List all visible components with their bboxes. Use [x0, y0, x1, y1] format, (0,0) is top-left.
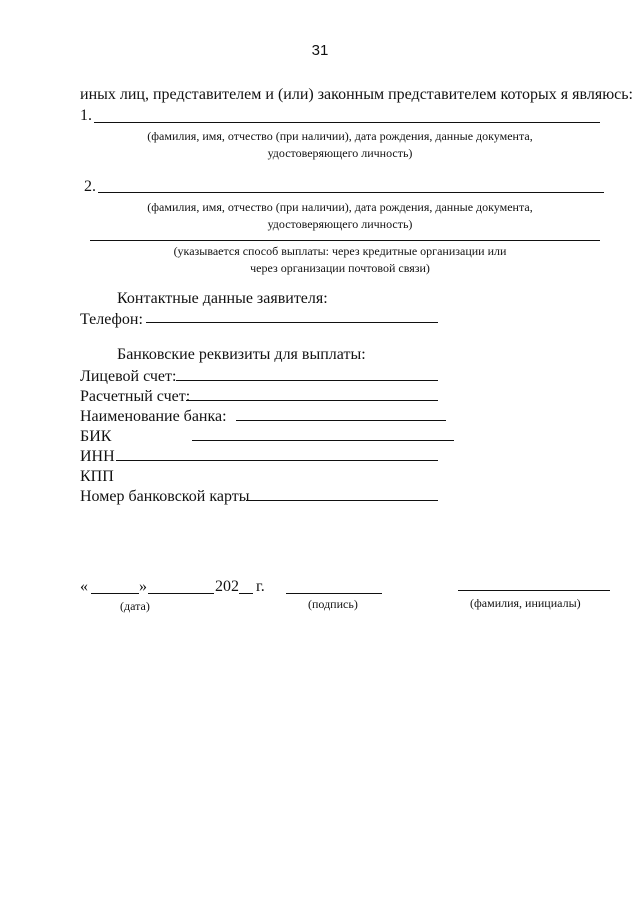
inn-label: ИНН [80, 448, 115, 465]
person-2-caption-line-2: удостоверяющего личность) [267, 217, 413, 231]
person-2-number: 2. [84, 178, 96, 195]
account-field[interactable] [176, 380, 438, 381]
payment-method-line[interactable] [90, 240, 600, 241]
phone-field[interactable] [146, 322, 438, 323]
inn-field[interactable] [116, 460, 438, 461]
page-number: 31 [311, 42, 329, 59]
card-number-field[interactable] [246, 500, 438, 501]
settlement-account-field[interactable] [186, 400, 438, 401]
year-suffix: г. [256, 578, 265, 595]
date-close-quote: » [139, 578, 147, 595]
phone-label: Телефон: [80, 311, 143, 328]
person-2-caption-line-1: (фамилия, имя, отчество (при наличии), дата рождения, данные документа, [147, 200, 533, 214]
payment-caption-line-2: через организации почтовой связи) [250, 261, 430, 275]
year-field[interactable] [239, 593, 253, 594]
payment-method-caption [80, 243, 600, 277]
person-1-caption [80, 128, 600, 162]
contacts-heading: Контактные данные заявителя: [117, 290, 328, 307]
person-1-number: 1. [80, 107, 92, 124]
settlement-account-label: Расчетный счет: [80, 388, 191, 405]
date-caption: (дата) [120, 599, 150, 613]
date-day-field[interactable] [91, 593, 139, 594]
bank-name-label: Наименование банка: [80, 408, 227, 425]
name-initials-field[interactable] [458, 590, 610, 591]
person-1-line[interactable] [94, 122, 600, 123]
intro-line: иных лиц, представителем и (или) законным представителем которых я являюсь: [80, 86, 633, 103]
signature-caption: (подпись) [308, 597, 358, 611]
bank-name-field[interactable] [236, 420, 446, 421]
payment-caption-line-1: (указывается способ выплаты: через кредитные организации или [173, 244, 507, 258]
bik-label: БИК [80, 428, 112, 445]
bank-heading: Банковские реквизиты для выплаты: [117, 346, 366, 363]
year-prefix: 202 [215, 578, 239, 595]
signature-field[interactable] [286, 593, 382, 594]
card-number-label: Номер банковской карты [80, 488, 250, 505]
person-2-caption [80, 199, 600, 233]
account-label: Лицевой счет: [80, 368, 177, 385]
date-open-quote: « [80, 578, 88, 595]
bik-field[interactable] [192, 440, 454, 441]
person-1-caption-line-1: (фамилия, имя, отчество (при наличии), дата рождения, данные документа, [147, 129, 533, 143]
person-1-caption-line-2: удостоверяющего личность) [267, 146, 413, 160]
kpp-label: КПП [80, 468, 114, 485]
name-initials-caption: (фамилия, инициалы) [470, 596, 581, 610]
person-2-line[interactable] [98, 192, 604, 193]
date-month-field[interactable] [148, 593, 214, 594]
